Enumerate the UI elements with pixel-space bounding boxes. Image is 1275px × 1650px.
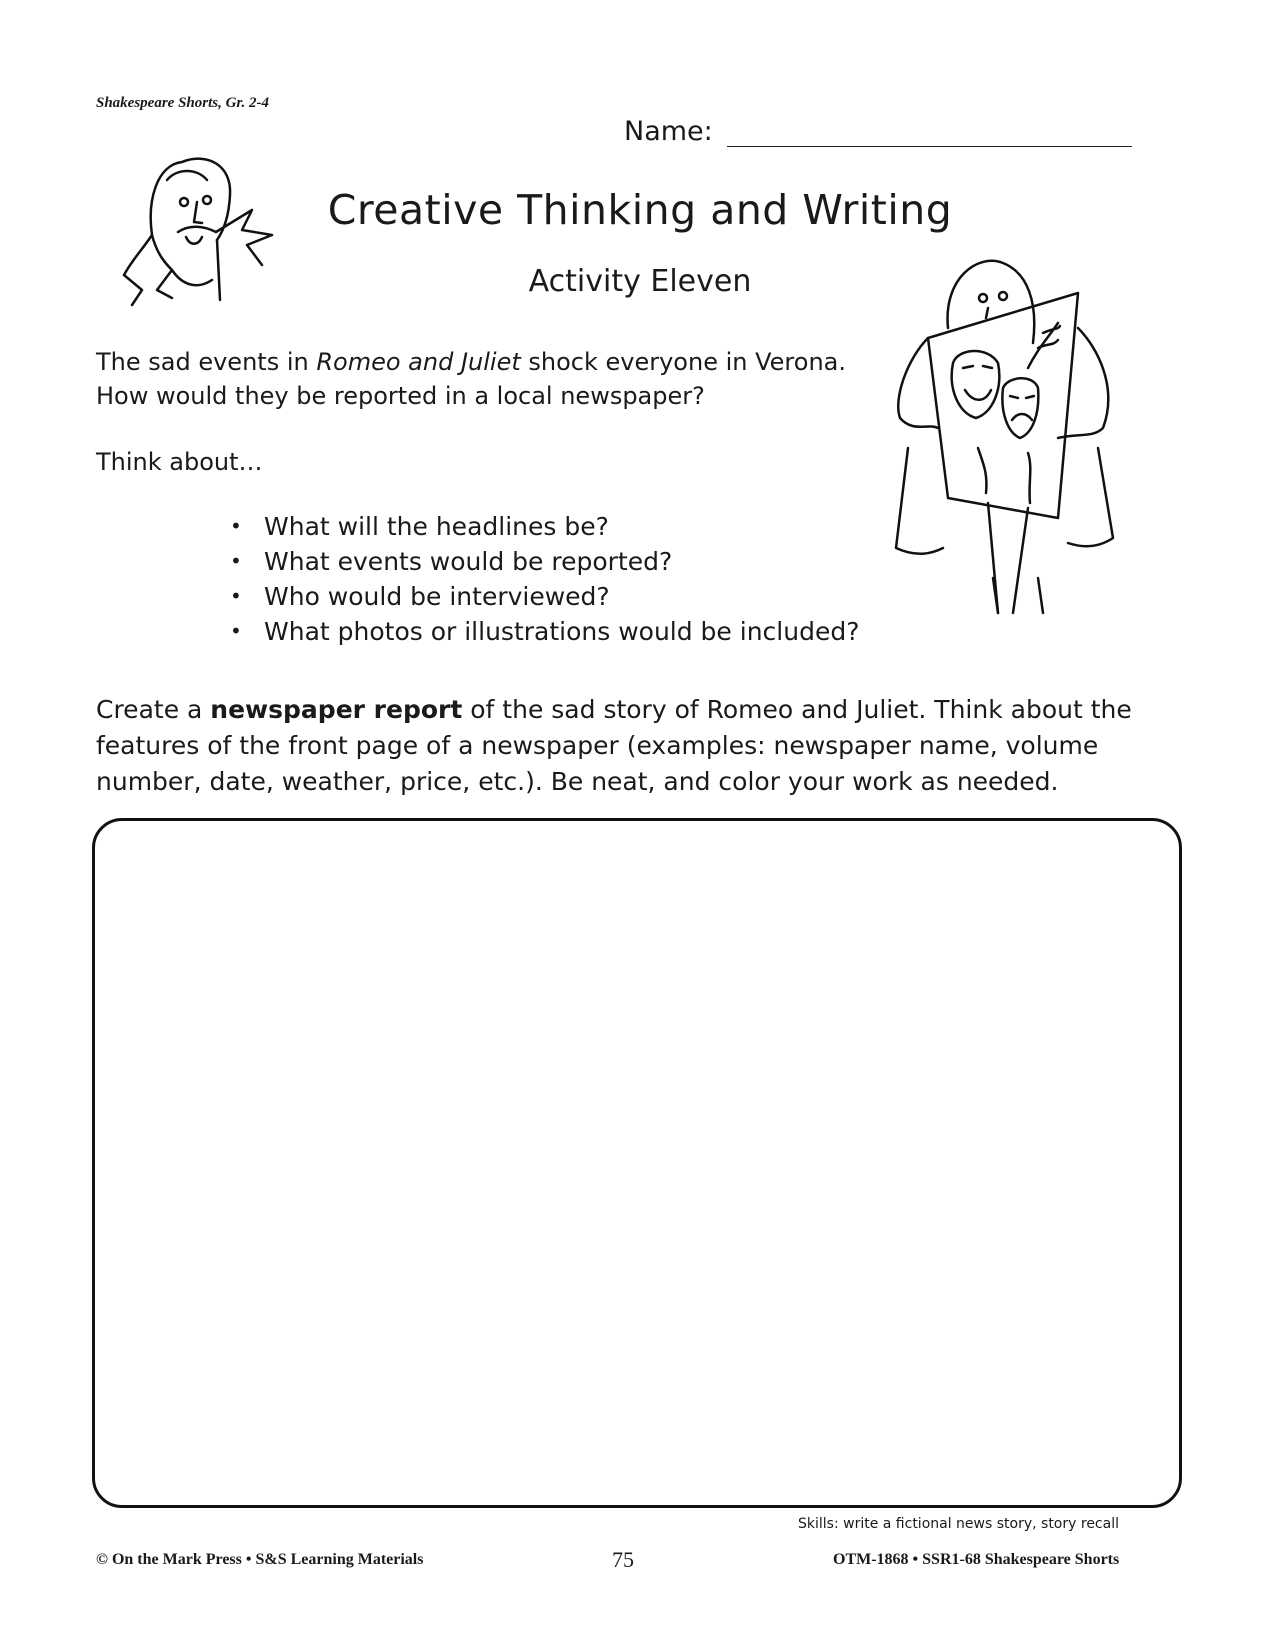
skills-note: Skills: write a fictional news story, story recall <box>798 1516 1119 1532</box>
name-label: Name: <box>624 116 713 147</box>
instructions-text-2: of the sad story of Romeo and Juliet. Think about the features of the front page of a newspaper (examples: newspaper name, volume number, date, weather, price, etc.). Be neat, and color your work as needed. <box>96 695 1132 796</box>
bullet-icon: • <box>230 584 242 608</box>
list-item <box>230 614 859 649</box>
worksheet-title: Creative Thinking and Writing <box>327 186 953 234</box>
activity-subtitle: Activity Eleven <box>528 264 752 299</box>
shakespeare-portrait-icon <box>112 140 287 315</box>
name-line[interactable] <box>727 116 1132 147</box>
list-item-text: What events would be reported? <box>264 547 673 576</box>
list-item-text: Who would be interviewed? <box>264 582 610 611</box>
intro-text-2: shock everyone in Verona. <box>520 348 846 376</box>
series-title: Shakespeare Shorts, Gr. 2-4 <box>96 95 269 111</box>
list-item-text: What photos or illustrations would be included? <box>264 617 860 646</box>
bullet-icon: • <box>230 549 242 573</box>
list-item <box>230 544 859 579</box>
instructions-text-1: Create a <box>96 695 211 724</box>
think-about-label: Think about… <box>96 448 263 476</box>
list-item <box>230 579 859 614</box>
play-title: Romeo and Juliet <box>316 348 521 376</box>
copyright-footer: © On the Mark Press • S&S Learning Materials <box>96 1551 424 1568</box>
list-item <box>230 509 859 544</box>
theatre-masks-character-icon <box>888 248 1128 648</box>
answer-box[interactable] <box>92 818 1182 1508</box>
list-item-text: What will the headlines be? <box>264 512 609 541</box>
intro-paragraph <box>96 345 916 413</box>
intro-text-1: The sad events in <box>96 348 317 376</box>
question-list <box>230 509 859 649</box>
name-field[interactable] <box>624 116 1132 147</box>
page-number: 75 <box>612 1547 634 1572</box>
instructions-paragraph <box>96 692 1186 800</box>
intro-text-3: How would they be reported in a local newspaper? <box>96 382 705 410</box>
instructions-emphasis: newspaper report <box>210 695 463 724</box>
product-code-footer: OTM-1868 • SSR1-68 Shakespeare Shorts <box>833 1551 1120 1568</box>
bullet-icon: • <box>230 619 242 643</box>
bullet-icon: • <box>230 514 242 538</box>
